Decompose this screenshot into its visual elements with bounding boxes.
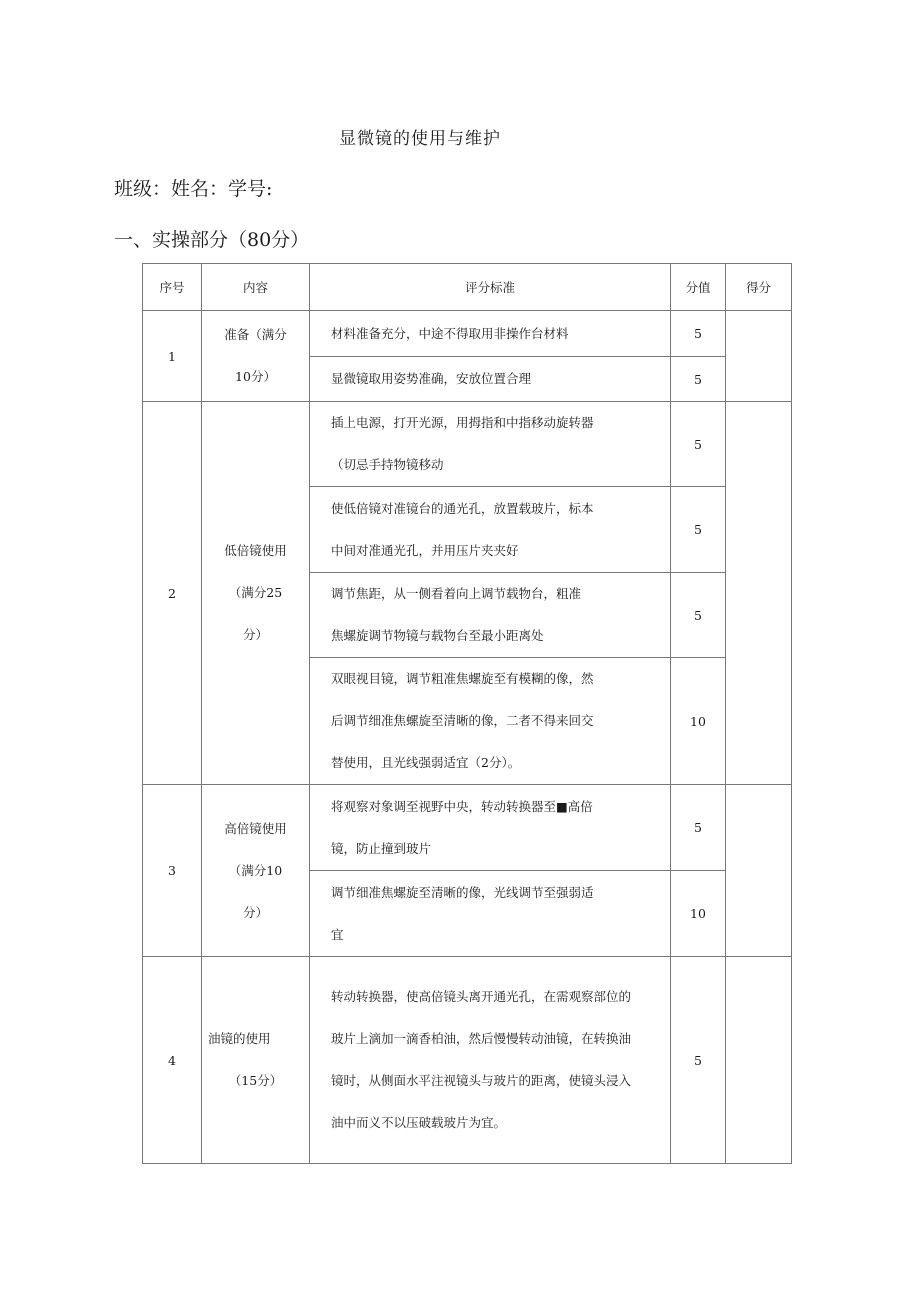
- header-row: [143, 264, 792, 311]
- criteria-line: 宜: [331, 926, 344, 942]
- criteria-line: 调节焦距，从一侧看着向上调节载物台，粗准: [331, 586, 582, 601]
- row-number: 2: [143, 402, 202, 785]
- points-cell: 5: [671, 402, 726, 487]
- scoring-table: [142, 263, 792, 1164]
- content-line: 低倍镜使用: [224, 543, 287, 558]
- table-row: [143, 311, 792, 357]
- criteria-cell: [310, 658, 671, 785]
- header-content: 内容: [202, 264, 310, 311]
- row-content: [202, 311, 310, 402]
- points-cell: 5: [671, 311, 726, 357]
- table-row: [143, 402, 792, 487]
- points-cell: 10: [671, 658, 726, 785]
- row-number: 3: [143, 785, 202, 957]
- criteria-cell: [310, 573, 671, 658]
- criteria-line: 插上电源，打开光源，用拇指和中指移动旋转器: [331, 415, 594, 430]
- criteria-line: 将观察对象调至视野中央，转动转换器至■高倍: [331, 798, 593, 814]
- header-no: 序号: [143, 264, 202, 311]
- criteria-cell: [310, 871, 671, 957]
- content-line: 油镜的使用: [208, 1031, 271, 1046]
- criteria-line: 油中而义不以压破载玻片为宜。: [331, 1115, 507, 1130]
- points-cell: 5: [671, 487, 726, 573]
- points-cell: 5: [671, 573, 726, 658]
- criteria-cell: [310, 402, 671, 487]
- criteria-cell: [310, 357, 671, 402]
- criteria-line: 转动转换器，使高倍镜头离开通光孔，在需观察部位的: [331, 989, 632, 1004]
- content-line: 高倍镜使用: [224, 820, 287, 836]
- criteria-cell: [310, 957, 671, 1164]
- criteria-cell: [310, 311, 671, 357]
- row-number: 1: [143, 311, 202, 402]
- content-line: （满分10: [228, 862, 283, 878]
- header-criteria: 评分标准: [310, 264, 671, 311]
- table-row: [143, 785, 792, 871]
- criteria-line: 中间对准通光孔，并用压片夹夹好: [331, 542, 519, 558]
- header-points: 分值: [671, 264, 726, 311]
- score-cell[interactable]: [726, 402, 792, 785]
- points-cell: 10: [671, 871, 726, 957]
- score-cell[interactable]: [726, 957, 792, 1164]
- criteria-line: 镜，防止撞到玻片: [331, 840, 432, 856]
- row-content: [202, 402, 310, 785]
- content-line: 准备（满分: [224, 327, 287, 342]
- row-number: 4: [143, 957, 202, 1164]
- criteria-line: 焦螺旋调节物镜与载物台至最小距离处: [331, 628, 544, 643]
- content-line: 分）: [242, 904, 268, 920]
- student-info-line: 班级：姓名：学号:: [114, 178, 273, 200]
- header-score: 得分: [726, 264, 792, 311]
- criteria-line: 双眼视目镜，调节粗准焦螺旋至有模糊的像，然: [331, 671, 594, 686]
- criteria-line: 材料准备充分，中途不得取用非操作台材料: [331, 325, 569, 341]
- criteria-line: 显微镜取用姿势准确，安放位置合理: [331, 371, 532, 386]
- points-cell: 5: [671, 957, 726, 1164]
- content-line: （满分25: [228, 585, 283, 600]
- points-cell: 5: [671, 785, 726, 871]
- criteria-cell: [310, 785, 671, 871]
- content-line: 10分）: [235, 369, 276, 384]
- row-content: [202, 957, 310, 1164]
- criteria-cell: [310, 487, 671, 573]
- criteria-line: （切忌手持物镜移动: [331, 457, 444, 472]
- score-cell[interactable]: [726, 311, 792, 402]
- content-line: 分）: [242, 627, 268, 642]
- criteria-line: 镜时，从侧面水平注视镜头与玻片的距离，使镜头浸入: [331, 1073, 632, 1088]
- table-row: [143, 957, 792, 1164]
- criteria-line: 替使用，且光线强弱适宜（2分）。: [331, 755, 521, 770]
- criteria-line: 玻片上滴加一滴香柏油，然后慢慢转动油镜，在转换油: [331, 1031, 632, 1046]
- score-cell[interactable]: [726, 785, 792, 957]
- content-line: （15分）: [228, 1073, 283, 1088]
- criteria-line: 使低倍镜对准镜台的通光孔，放置载玻片，标本: [331, 500, 594, 516]
- criteria-line: 后调节细准焦螺旋至清晰的像，二者不得来回交: [331, 713, 594, 728]
- row-content: [202, 785, 310, 957]
- points-cell: 5: [671, 357, 726, 402]
- criteria-line: 调节细准焦螺旋至清晰的像，光线调节至强弱适: [331, 884, 594, 900]
- document-title: 显微镜的使用与维护: [339, 129, 501, 149]
- section-heading: 一、实操部分（80分）: [114, 229, 310, 251]
